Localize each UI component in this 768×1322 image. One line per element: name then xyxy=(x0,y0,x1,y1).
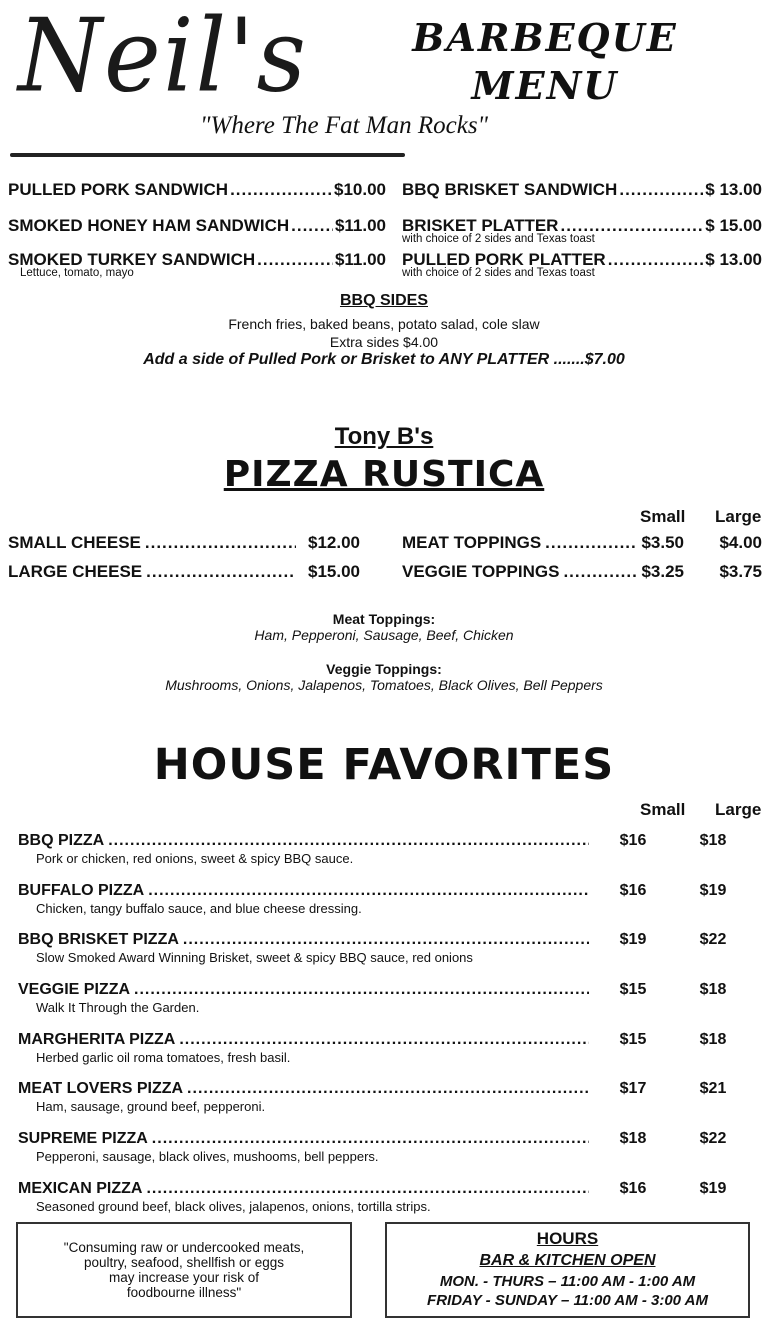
small-price: $3.25 xyxy=(641,562,684,581)
divider xyxy=(10,153,405,157)
warning-line: "Consuming raw or undercooked meats, xyxy=(63,1240,305,1255)
favorite-item xyxy=(18,1031,753,1081)
small-price: $15 xyxy=(619,1030,647,1048)
large-price: $22 xyxy=(699,1130,727,1148)
topping-item xyxy=(402,562,762,591)
item-name: MEAT LOVERS PIZZA xyxy=(18,1080,184,1098)
leader-dots xyxy=(146,562,296,582)
leader-dots xyxy=(563,562,637,582)
meat-toppings-list: Ham, Pepperoni, Sausage, Beef, Chicken xyxy=(254,627,514,643)
item-price: $15.00 xyxy=(308,562,360,581)
large-price: $21 xyxy=(699,1080,727,1098)
item-price: $11.00 xyxy=(334,250,386,269)
leader-dots xyxy=(152,1130,589,1148)
item-note: Lettuce, tomato, mayo xyxy=(20,267,134,279)
item-name: BUFFALO PIZZA xyxy=(18,881,145,899)
pizza-brand xyxy=(0,423,768,451)
sides-addon: Add a side of Pulled Pork or Brisket to ANY PLATTER .......$7.00 xyxy=(143,351,625,368)
menu-item xyxy=(402,216,762,250)
small-price: $16 xyxy=(619,881,647,899)
leader-dots xyxy=(183,931,589,949)
small-price: $15 xyxy=(619,981,647,999)
leader-dots xyxy=(291,216,333,236)
pizza-small-header: Small xyxy=(640,507,686,526)
leader-dots xyxy=(619,180,703,200)
item-name: VEGGIE TOPPINGS xyxy=(402,562,560,581)
item-name: SMOKED HONEY HAM SANDWICH xyxy=(8,216,290,235)
leader-dots xyxy=(108,832,589,850)
small-price: $17 xyxy=(619,1080,647,1098)
item-name: PULLED PORK PLATTER xyxy=(402,250,606,269)
cheese-item xyxy=(8,562,360,591)
health-warning xyxy=(16,1222,352,1318)
fav-large-header: Large xyxy=(715,800,762,819)
cheese-item xyxy=(8,533,360,562)
small-price: $16 xyxy=(619,832,647,849)
large-price: $18 xyxy=(699,981,727,999)
large-price: $3.75 xyxy=(719,562,762,581)
bbq-sides xyxy=(0,292,768,369)
item-price: $11.00 xyxy=(334,216,386,235)
small-price: $16 xyxy=(619,1179,647,1197)
restaurant-logo: Neil's xyxy=(18,0,308,115)
large-price: $18 xyxy=(699,832,727,849)
item-description: Chicken, tangy buffalo sauce, and blue cheese dressing. xyxy=(36,900,362,916)
hours-weekend: FRIDAY - SUNDAY – 11:00 AM - 3:00 AM xyxy=(427,1292,708,1309)
item-name: MARGHERITA PIZZA xyxy=(18,1030,176,1048)
hours-subtitle: BAR & KITCHEN OPEN xyxy=(479,1252,656,1269)
leader-dots xyxy=(146,1180,589,1198)
small-price: $18 xyxy=(619,1130,647,1148)
item-price: $10.00 xyxy=(334,180,386,199)
menu-item xyxy=(8,180,386,216)
pizza-large-header: Large xyxy=(715,507,762,526)
item-name: LARGE CHEESE xyxy=(8,562,143,581)
topping-details xyxy=(0,611,768,693)
menu-item xyxy=(8,250,386,284)
menu-item xyxy=(402,180,762,216)
cheese-list xyxy=(8,533,360,591)
item-price: $12.00 xyxy=(308,533,360,552)
bbq-right-column xyxy=(402,180,762,284)
item-name: PULLED PORK SANDWICH xyxy=(8,180,229,199)
item-note: with choice of 2 sides and Texas toast xyxy=(402,267,595,279)
item-name: BRISKET PLATTER xyxy=(402,216,559,235)
favorite-item xyxy=(18,981,753,1031)
item-description: Slow Smoked Award Winning Brisket, sweet & spicy BBQ sauce, red onions xyxy=(36,950,473,966)
topping-item xyxy=(402,533,762,562)
fav-small-header: Small xyxy=(640,800,686,819)
veggie-toppings-list: Mushrooms, Onions, Jalapenos, Tomatoes, Black Olives, Bell Peppers xyxy=(165,677,603,693)
large-price: $22 xyxy=(699,931,727,949)
item-name: MEAT TOPPINGS xyxy=(402,533,542,552)
leader-dots xyxy=(187,1080,589,1098)
favorite-item xyxy=(18,931,753,981)
title-line-2: MENU xyxy=(471,63,619,108)
warning-line: foodbourne illness" xyxy=(126,1285,242,1300)
pizza-brand-text: Tony B's xyxy=(334,423,434,450)
item-name: BBQ PIZZA xyxy=(18,832,105,849)
bbq-left-column xyxy=(8,180,386,284)
item-price: $ 15.00 xyxy=(705,216,762,235)
item-description: Pork or chicken, red onions, sweet & spicy BBQ sauce. xyxy=(36,851,354,866)
leader-dots xyxy=(608,250,704,270)
item-note: with choice of 2 sides and Texas toast xyxy=(402,233,595,245)
item-description: Walk It Through the Garden. xyxy=(36,1000,200,1016)
item-name: VEGGIE PIZZA xyxy=(18,981,131,999)
item-description: Herbed garlic oil roma tomatoes, fresh basil. xyxy=(36,1049,291,1065)
menu-title xyxy=(400,14,690,110)
veggie-toppings-title: Veggie Toppings: xyxy=(326,661,442,677)
item-description: Seasoned ground beef, black olives, jalapenos, onions, tortilla strips. xyxy=(36,1198,431,1214)
large-price: $4.00 xyxy=(719,533,762,552)
favorite-item xyxy=(18,1080,753,1130)
leader-dots xyxy=(134,981,589,999)
tagline: "Where The Fat Man Rocks" xyxy=(200,112,489,139)
leader-dots xyxy=(148,882,589,900)
small-price: $19 xyxy=(619,931,647,949)
item-name: BBQ BRISKET PIZZA xyxy=(18,931,179,949)
menu-item xyxy=(8,216,386,250)
item-description: Pepperoni, sausage, black olives, mushooms, bell peppers. xyxy=(36,1149,379,1165)
item-description: Ham, sausage, ground beef, pepperoni. xyxy=(36,1099,266,1115)
leader-dots xyxy=(257,250,333,270)
warning-line: may increase your risk of xyxy=(108,1270,260,1285)
small-price: $3.50 xyxy=(641,533,684,552)
hours-weekday: MON. - THURS – 11:00 AM - 1:00 AM xyxy=(439,1273,696,1290)
favorite-item xyxy=(18,1130,753,1180)
item-price: $ 13.00 xyxy=(705,250,762,269)
title-line-1: BARBEQUE xyxy=(412,15,678,60)
item-name: MEXICAN PIZZA xyxy=(18,1179,143,1197)
pizza-title: PIZZA RUSTICA xyxy=(223,454,545,495)
meat-toppings-title: Meat Toppings: xyxy=(332,611,436,627)
favorite-item xyxy=(18,882,753,932)
item-name: BBQ BRISKET SANDWICH xyxy=(402,180,618,199)
item-name: SMOKED TURKEY SANDWICH xyxy=(8,250,256,269)
sides-extra: Extra sides $4.00 xyxy=(329,334,439,350)
leader-dots xyxy=(545,533,637,553)
house-favorites-list xyxy=(18,832,753,1230)
hours-title: HOURS xyxy=(536,1229,599,1248)
sides-list: French fries, baked beans, potato salad, cole slaw xyxy=(228,316,540,332)
hours-box xyxy=(385,1222,750,1318)
leader-dots xyxy=(145,533,296,553)
menu-item xyxy=(402,250,762,284)
large-price: $18 xyxy=(699,1030,727,1048)
item-price: $ 13.00 xyxy=(705,180,762,199)
large-price: $19 xyxy=(699,1179,727,1197)
toppings-list xyxy=(402,533,762,591)
item-name: SMALL CHEESE xyxy=(8,533,141,552)
favorite-item xyxy=(18,832,753,882)
leader-dots xyxy=(230,180,332,200)
item-name: SUPREME PIZZA xyxy=(18,1130,148,1148)
warning-line: poultry, seafood, shellfish or eggs xyxy=(83,1255,285,1270)
leader-dots xyxy=(179,1031,589,1049)
large-price: $19 xyxy=(699,881,727,899)
sides-title: BBQ SIDES xyxy=(339,292,428,309)
house-favorites-title: HOUSE FAVORITES xyxy=(153,740,615,790)
